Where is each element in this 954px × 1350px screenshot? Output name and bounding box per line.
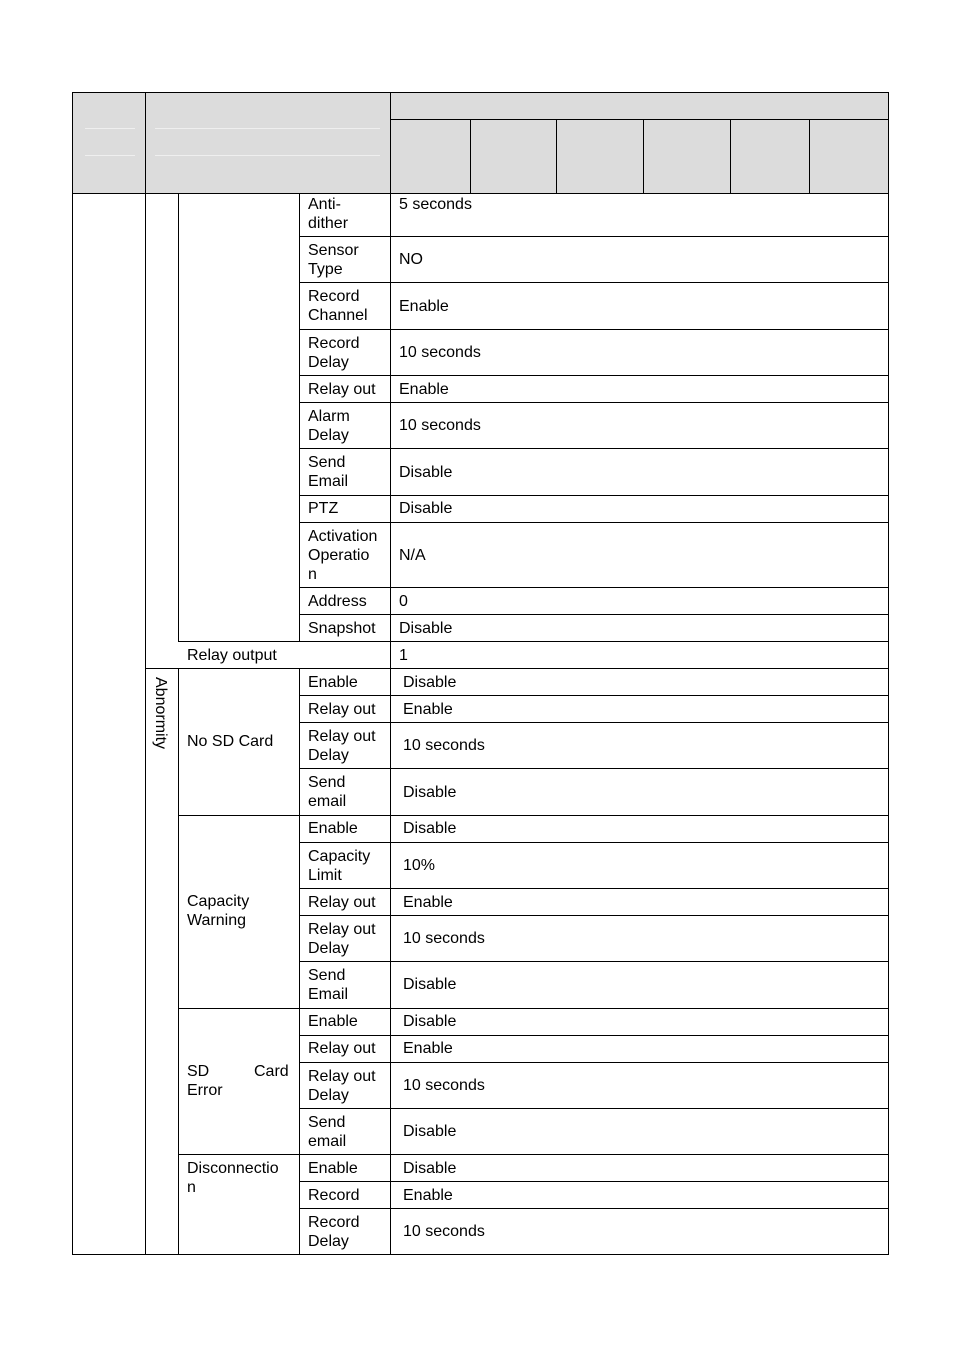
row-line: [299, 768, 889, 769]
header-cell-left: [73, 93, 145, 193]
row-line: [299, 329, 889, 330]
param-value: Disable: [403, 1013, 457, 1030]
relay-output-value: 1: [399, 647, 408, 664]
param-label: Record Channel: [308, 288, 368, 324]
param-value: Disable: [403, 1160, 457, 1177]
row-line: [178, 815, 889, 816]
header-right-split-line: [390, 119, 889, 120]
param-label: Capacity Limit: [308, 848, 371, 884]
row-line: [299, 722, 889, 723]
param-value: 10 seconds: [403, 930, 485, 947]
row-line: [299, 1062, 889, 1063]
param-value: 10 seconds: [399, 417, 481, 434]
param-value: Disable: [399, 500, 453, 517]
param-value: NO: [399, 251, 423, 268]
table-border-bottom: [72, 1254, 889, 1255]
row-line: [178, 641, 889, 642]
group-label-capacity-warning: Capacity Warning: [187, 893, 250, 929]
param-value: Disable: [399, 620, 453, 637]
col-line-2-upper: [178, 193, 179, 642]
row-line: [299, 402, 889, 403]
col-line-value: [390, 92, 391, 1255]
param-label: Send Email: [308, 967, 349, 1003]
header-sub-cell-4: [644, 120, 730, 193]
header-col-line: [809, 119, 810, 193]
header-sub-cell-6: [810, 120, 888, 193]
header-cell-right-top: [391, 93, 888, 119]
param-label: Enable: [308, 674, 358, 691]
row-line: [299, 1181, 889, 1182]
param-value: 10 seconds: [399, 344, 481, 361]
param-label: Enable: [308, 820, 358, 837]
col-line-1: [145, 92, 146, 1255]
header-sub-cell-2: [471, 120, 556, 193]
row-line: [299, 282, 889, 283]
param-value: 5 seconds: [399, 196, 472, 213]
param-value: Enable: [403, 894, 453, 911]
param-label: Snapshot: [308, 620, 376, 637]
param-value: Enable: [399, 381, 449, 398]
row-line: [299, 842, 889, 843]
col-line-2-lower: [178, 668, 179, 1255]
param-label: Relay out: [308, 701, 376, 718]
header-faint-line: [155, 128, 380, 129]
header-col-line: [730, 119, 731, 193]
row-line: [299, 961, 889, 962]
col-line-param-upper: [299, 193, 300, 642]
header-sub-cell-3: [557, 120, 643, 193]
param-label: Relay out: [308, 894, 376, 911]
group-label-no-sd-card: No SD Card: [187, 733, 274, 750]
row-line: [299, 695, 889, 696]
param-value: Disable: [403, 674, 457, 691]
param-value: 10 seconds: [403, 737, 485, 754]
row-line: [299, 587, 889, 588]
param-value: Disable: [403, 820, 457, 837]
param-value: 10 seconds: [403, 1223, 485, 1240]
header-sub-cell-1: [391, 120, 470, 193]
param-label: Address: [308, 593, 367, 610]
row-line: [145, 668, 889, 669]
param-value: 0: [399, 593, 408, 610]
row-line: [299, 236, 889, 237]
param-label: Enable: [308, 1013, 358, 1030]
row-line: [299, 1208, 889, 1209]
row-line: [299, 1108, 889, 1109]
param-label: Send email: [308, 774, 347, 810]
param-value: Disable: [403, 976, 457, 993]
row-line: [299, 915, 889, 916]
param-value: 10 seconds: [403, 1077, 485, 1094]
param-label: Send email: [308, 1114, 347, 1150]
param-value: Disable: [403, 1123, 457, 1140]
param-value: Disable: [403, 784, 457, 801]
header-faint-line: [85, 155, 135, 156]
param-label: Relay out: [308, 1040, 376, 1057]
row-line: [178, 1154, 889, 1155]
relay-output-label: Relay output: [187, 647, 277, 664]
param-label: Record Delay: [308, 335, 360, 371]
header-col-line: [643, 119, 644, 193]
param-label: Record Delay: [308, 1214, 360, 1250]
row-line: [299, 448, 889, 449]
header-faint-line: [85, 128, 135, 129]
param-label: Sensor Type: [308, 242, 359, 278]
param-label: Relay out Delay: [308, 1068, 376, 1104]
param-label: PTZ: [308, 500, 339, 517]
row-line: [178, 1008, 889, 1009]
row-line: [299, 522, 889, 523]
param-label: Send Email: [308, 454, 349, 490]
param-label: Record: [308, 1187, 360, 1204]
header-bottom-line: [72, 193, 889, 194]
group-label-disconnection: Disconnectio n: [187, 1160, 279, 1196]
param-value: 10%: [403, 857, 436, 874]
table-border-right: [888, 92, 889, 1255]
header-cell-middle: [146, 93, 390, 193]
row-line: [299, 1035, 889, 1036]
group-label-sd-card-error-word2: Card: [254, 1063, 289, 1080]
param-label: Relay out Delay: [308, 728, 376, 764]
param-label: Enable: [308, 1160, 358, 1177]
header-col-line: [556, 119, 557, 193]
param-value: Enable: [399, 298, 449, 315]
param-label: Anti- dither: [308, 196, 349, 232]
section-label-abnormity: Abnormity: [152, 677, 169, 750]
param-value: N/A: [399, 547, 426, 564]
param-value: Disable: [399, 464, 453, 481]
param-value: Enable: [403, 701, 453, 718]
row-line: [299, 495, 889, 496]
header-faint-line: [155, 155, 380, 156]
table-border-top: [72, 92, 889, 93]
header-sub-cell-5: [731, 120, 809, 193]
param-label: Relay out Delay: [308, 921, 376, 957]
group-label-sd-card-error-word1: SD: [187, 1063, 210, 1080]
param-label: Alarm Delay: [308, 408, 350, 444]
param-label: Relay out: [308, 381, 376, 398]
group-label-sd-card-error-line2: Error: [187, 1082, 223, 1099]
param-label: Activation Operatio n: [308, 528, 378, 583]
table-border-left: [72, 92, 73, 1255]
row-line: [299, 614, 889, 615]
header-col-line: [470, 119, 471, 193]
param-value: Enable: [403, 1040, 453, 1057]
row-line: [299, 375, 889, 376]
row-line: [299, 888, 889, 889]
param-value: Enable: [403, 1187, 453, 1204]
